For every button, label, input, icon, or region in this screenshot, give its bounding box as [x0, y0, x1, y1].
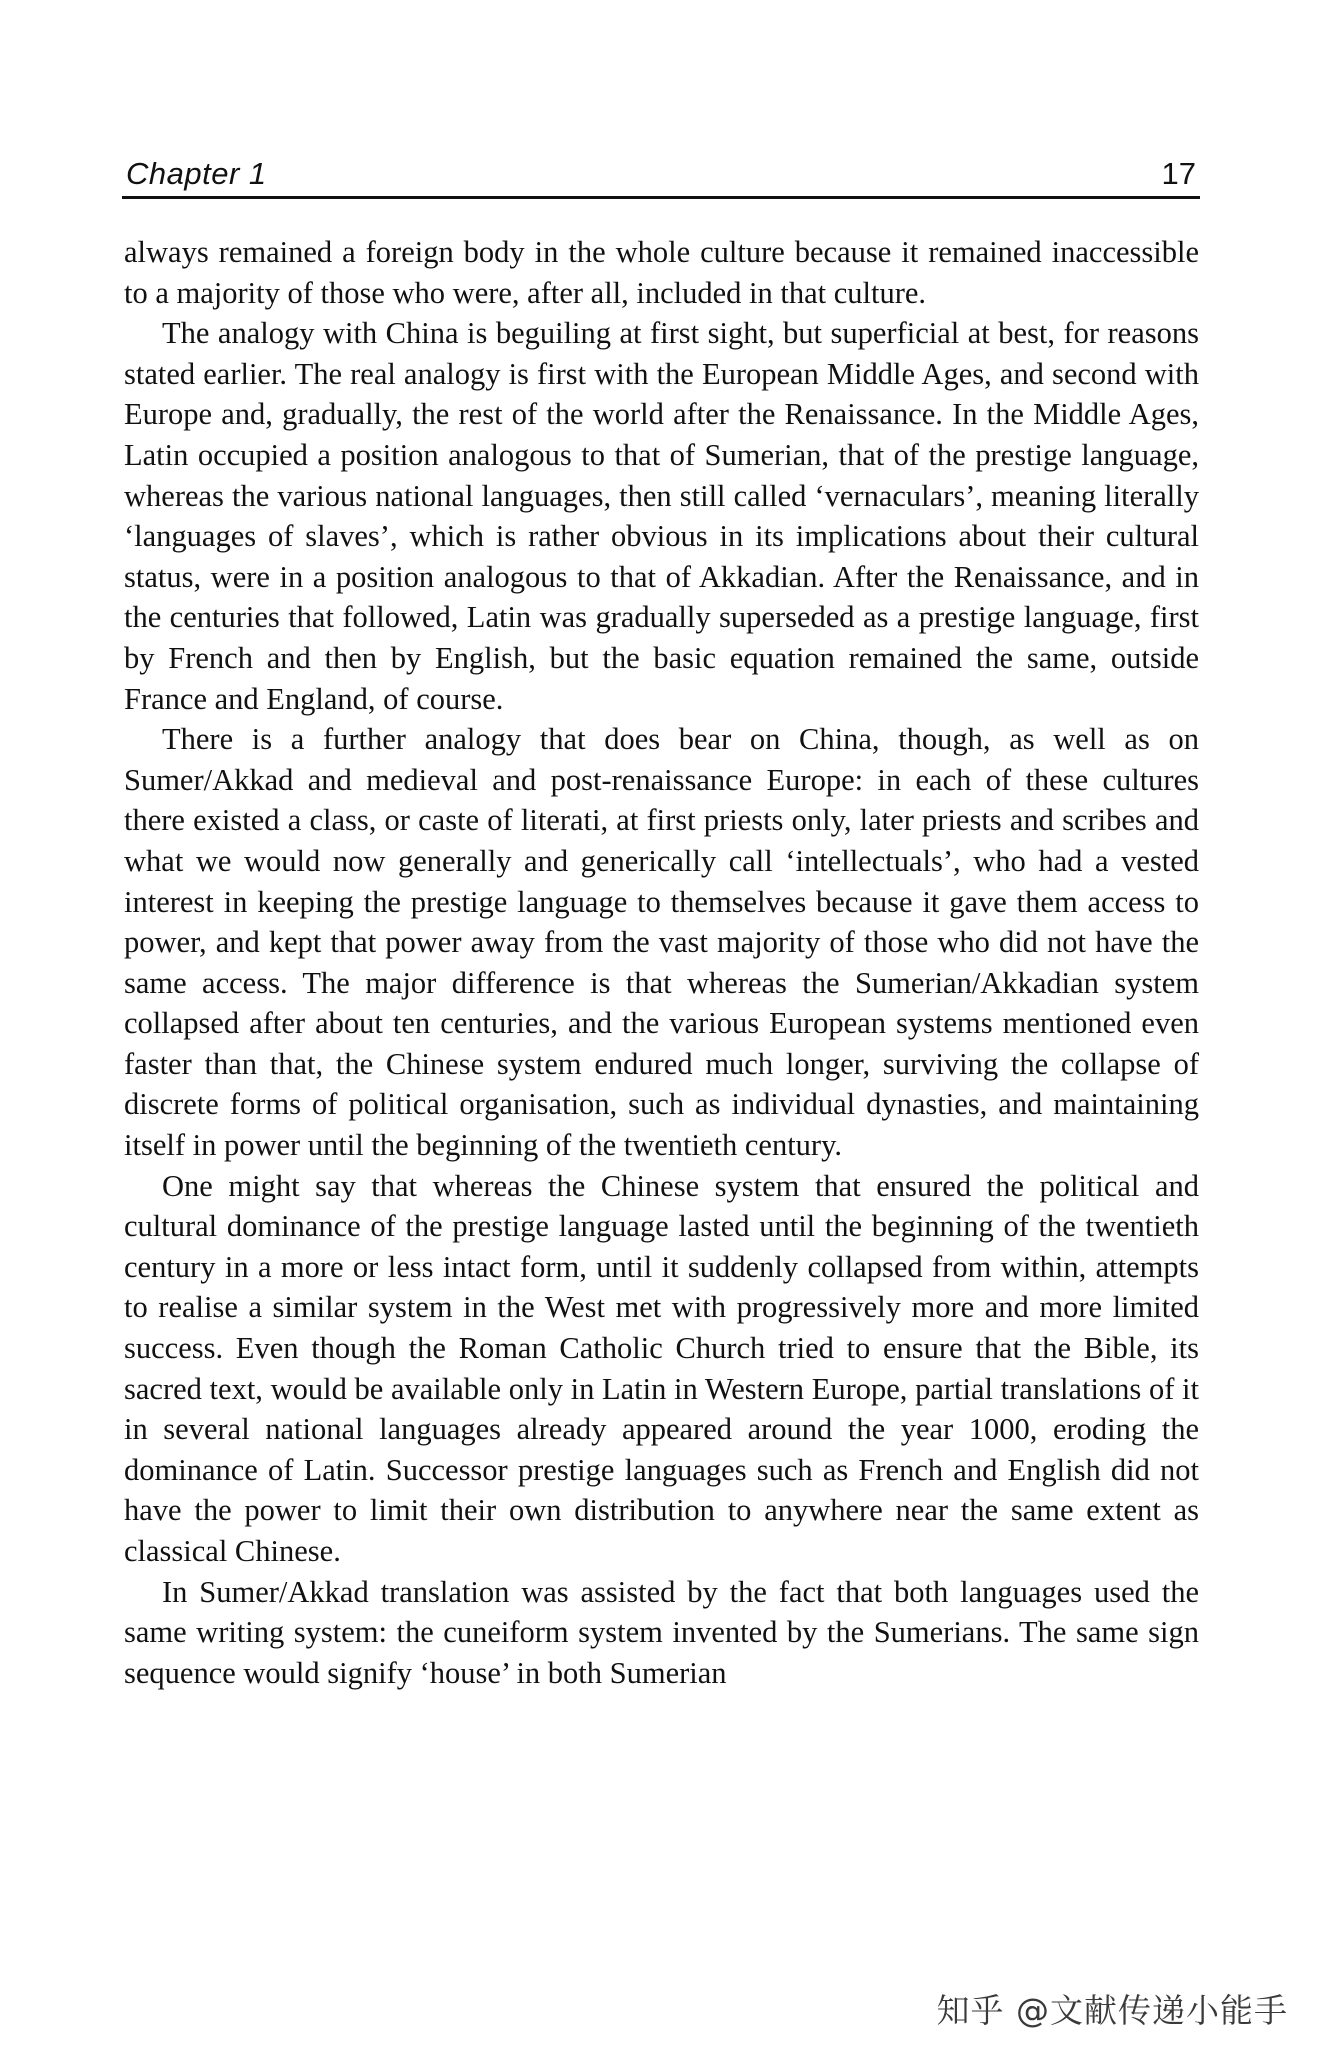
paragraph-chinese-system: One might say that whereas the Chinese system that ensured the political and cultural dominance of the prestige language lasted until the beginning of the twentieth century in a more or less intact form, until it suddenly collapsed from within, attempts to realise a similar system in the West met with progressively more and more limited success. Even though the Roman Catholic Church tried to ensure that the Bible, its sacred text, would be available only in Latin in Western Europe, partial translations of it in several national languages already appeared around the year 1000, eroding the dominance of Latin. Successor prestige languages such as French and English did not have the power to limit their own distribution to anywhere near the same extent as classical Chinese. — [124, 1168, 1199, 1568]
watermark: 知乎 @文献传递小能手 — [936, 1991, 1288, 2030]
paragraph-literati: There is a further analogy that does bear on China, though, as well as on Sumer/Akkad and medieval and post-renaissance Europe: in each of these cultures there existed a class, or caste of literati, at first priests only, later priests and scribes and what we would now generally and generically call ‘intellectuals’, who had a vested interest in keeping the prestige language to themselves because it gave them access to power, and kept that power away from the vast majority of those who did not have the same access. The major difference is that whereas the Sumerian/Akkadian system collapsed after about ten centuries, and the various European systems mentioned even faster than that, the Chinese system endured much longer, surviving the collapse of discrete forms of political organisation, such as individual dynasties, and maintaining itself in power until the beginning of the twentieth century. — [124, 722, 1199, 1163]
body-text — [124, 232, 1199, 1693]
paragraph-china-analogy: The analogy with China is beguiling at first sight, but superficial at best, for reasons stated earlier. The real analogy is first with the European Middle Ages, and second with Europe and, gradually, the rest of the world after the Renaissance. In the Middle Ages, Latin occupied a position analogous to that of Sumerian, that of the prestige language, whereas the various national languages, then still called ‘vernaculars’, meaning literally ‘languages of slaves’, which is rather obvious in its implications about their cultural status, were in a position analogous to that of Akkadian. After the Renaissance, and in the centuries that followed, Latin was gradually superseded as a prestige language, first by French and then by English, but the basic equation remained the same, outside France and England, of course. — [124, 316, 1199, 716]
paragraph-sumer-akkad: In Sumer/Akkad translation was assisted by the fact that both languages used the same writing system: the cuneiform system invented by the Sumerians. The same sign sequence would signify ‘house’ in both Sumerian — [124, 1574, 1199, 1690]
paragraph-continuation: always remained a foreign body in the whole culture because it remained inaccessible to a majority of those who were, after all, included in that culture. — [124, 235, 1199, 310]
running-head — [122, 150, 1200, 199]
page-number: 17 — [1161, 156, 1196, 191]
chapter-label: Chapter 1 — [126, 156, 267, 191]
